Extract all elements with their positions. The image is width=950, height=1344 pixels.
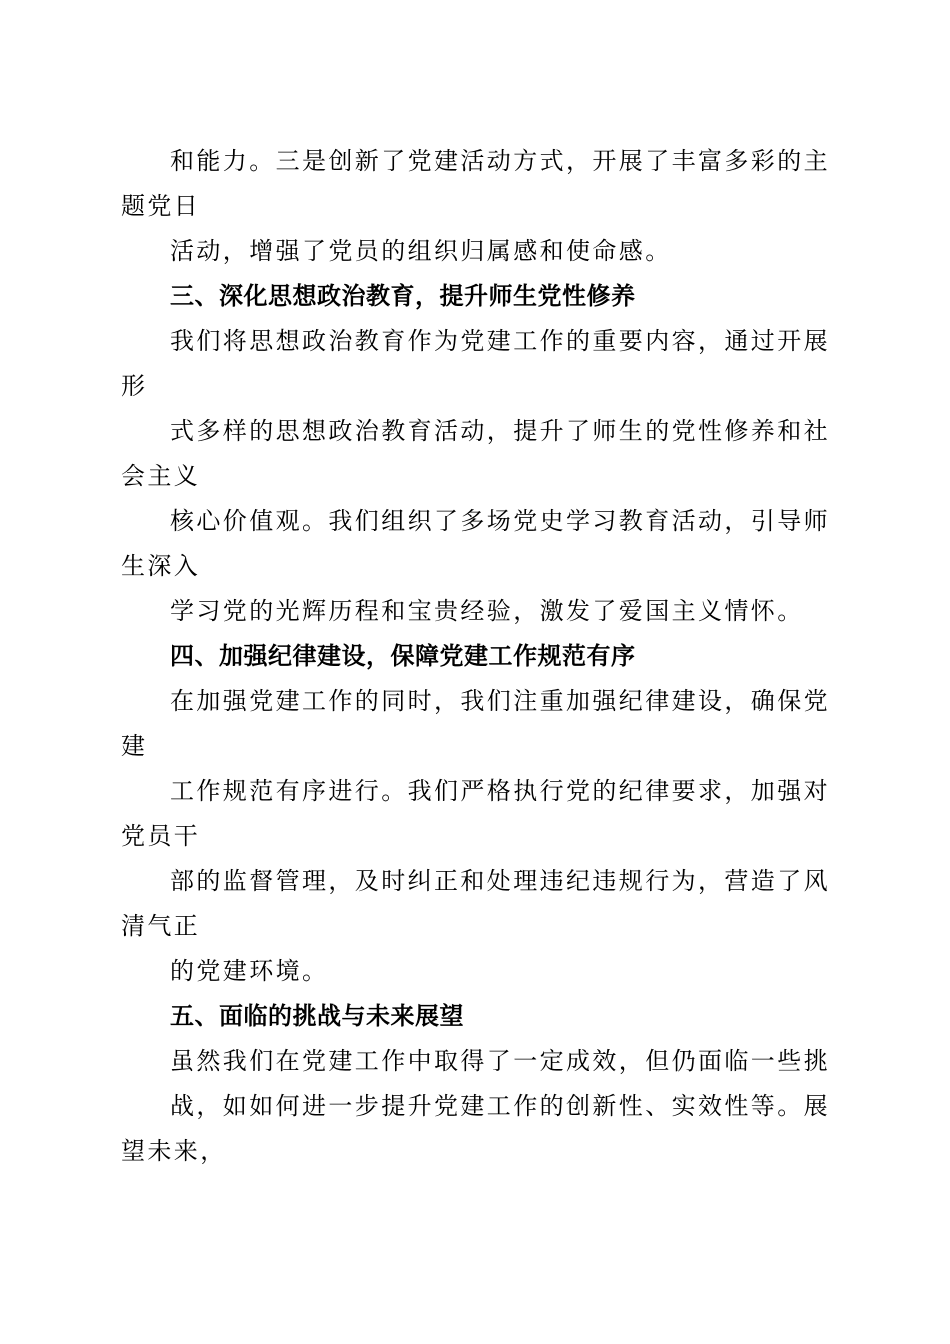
- text-line: 学习党的光辉历程和宝贵经验，激发了爱国主义情怀。: [170, 597, 804, 625]
- text-line: 在加强党建工作的同时，我们注重加强纪律建设，确保党: [170, 687, 830, 715]
- text-line: 题党日: [121, 192, 201, 220]
- text-line: 核心价值观。我们组织了多场党史学习教育活动，引导师: [170, 507, 830, 535]
- text-line: 的党建环境。: [170, 957, 329, 985]
- text-line: 部的监督管理，及时纠正和处理违纪违规行为，营造了风: [170, 867, 830, 895]
- text-line: 党员干: [121, 822, 201, 850]
- text-line: 式多样的思想政治教育活动，提升了师生的党性修养和社: [170, 417, 830, 445]
- text-line: 清气正: [121, 912, 201, 940]
- section-heading: 五、面临的挑战与未来展望: [170, 1002, 464, 1030]
- text-line: 生深入: [121, 552, 201, 580]
- text-line: 形: [121, 372, 148, 400]
- text-line: 我们将思想政治教育作为党建工作的重要内容，通过开展: [170, 327, 830, 355]
- text-line: 战，如如何进一步提升党建工作的创新性、实效性等。展: [170, 1092, 830, 1120]
- text-line: 工作规范有序进行。我们严格执行党的纪律要求，加强对: [170, 777, 830, 805]
- text-line: 望未来，: [121, 1137, 227, 1165]
- section-heading: 三、深化思想政治教育，提升师生党性修养: [170, 282, 636, 310]
- text-line: 和能力。三是创新了党建活动方式，开展了丰富多彩的主: [170, 147, 830, 175]
- section-heading: 四、加强纪律建设，保障党建工作规范有序: [170, 642, 636, 670]
- text-line: 建: [121, 732, 148, 760]
- text-line: 会主义: [121, 462, 201, 490]
- text-line: 活动，增强了党员的组织归属感和使命感。: [170, 237, 672, 265]
- text-line: 虽然我们在党建工作中取得了一定成效，但仍面临一些挑: [170, 1047, 830, 1075]
